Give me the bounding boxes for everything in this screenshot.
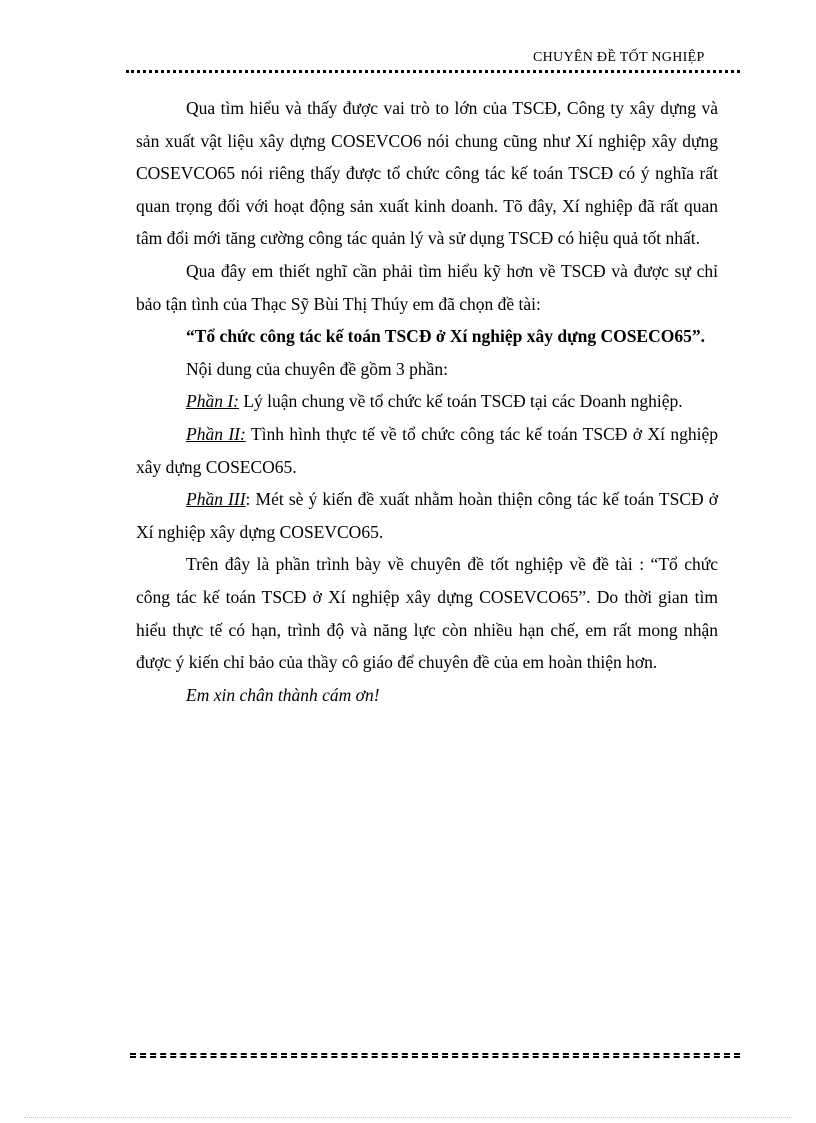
paragraph-topic-title: “Tổ chức công tác kế toán TSCĐ ở Xí nghiệp xây dựng COSECO65”. bbox=[186, 326, 705, 347]
document-body bbox=[136, 92, 718, 711]
page-edge-dotted-rule bbox=[24, 1117, 792, 1118]
paragraph-conclusion: Trên đây là phần trình bày về chuyên đề tốt nghiệp về đề tài : “Tổ chức công tác kế toán TSCĐ ở Xí nghiệp xây dựng COSEVCO65”. Do thời gian tìm hiểu thực tế có hạn, trình độ và năng lực còn nhiều hạn chế, em rất mong nhận được ý kiến chỉ bảo của thầy cô giáo để chuyên đề của em hoàn thiện hơn. bbox=[136, 554, 718, 673]
paragraph-part-3 bbox=[136, 483, 718, 548]
paragraph-intro: Qua tìm hiểu và thấy được vai trò to lớn của TSCĐ, Công ty xây dựng và sản xuất vật liệu xây dựng COSEVCO6 nói chung cũng như Xí nghiệp xây dựng COSEVCO65 nói riêng thấy được tổ chức công tác kế toán TSCĐ có ý nghĩa rất quan trọng đối với hoạt động sản xuất kinh doanh. Tõ đây, Xí nghiệp đã rất quan tâm đổi mới tăng cường công tác quản lý và sử dụng TSCĐ có hiệu quả tốt nhất. bbox=[136, 98, 718, 249]
part-2-text: Tình hình thực tế về tổ chức công tác kế toán TSCĐ ở Xí nghiệp xây dựng COSECO65. bbox=[136, 423, 718, 477]
footer-dashed-rule bbox=[130, 1053, 740, 1058]
paragraph-part-2 bbox=[136, 418, 718, 483]
part-1-label: Phần I: bbox=[186, 391, 239, 412]
paragraph-content-intro: Nội dung của chuyên đề gồm 3 phần: bbox=[186, 358, 448, 379]
header-dotted-rule bbox=[126, 70, 740, 73]
paragraph-part-1 bbox=[136, 385, 718, 418]
part-3-label: Phần III bbox=[186, 489, 246, 510]
part-2-label: Phần II: bbox=[186, 423, 246, 444]
part-1-text: Lý luận chung về tổ chức kế toán TSCĐ tại các Doanh nghiệp. bbox=[238, 391, 683, 412]
header-title: CHUYÊN ĐỀ TỐT NGHIỆP bbox=[533, 50, 705, 65]
part-3-text: : Mét sè ý kiến đề xuất nhằm hoàn thiện công tác kế toán TSCĐ ở Xí nghiệp xây dựng COSEVCO65. bbox=[136, 489, 718, 542]
paragraph-topic-choice: Qua đây em thiết nghĩ cần phải tìm hiểu kỹ hơn về TSCĐ và được sự chỉ bảo tận tình của Thạc Sỹ Bùi Thị Thúy em đã chọn đề tài: bbox=[136, 260, 718, 314]
paragraph-thanks: Em xin chân thành cám ơn! bbox=[186, 684, 380, 705]
